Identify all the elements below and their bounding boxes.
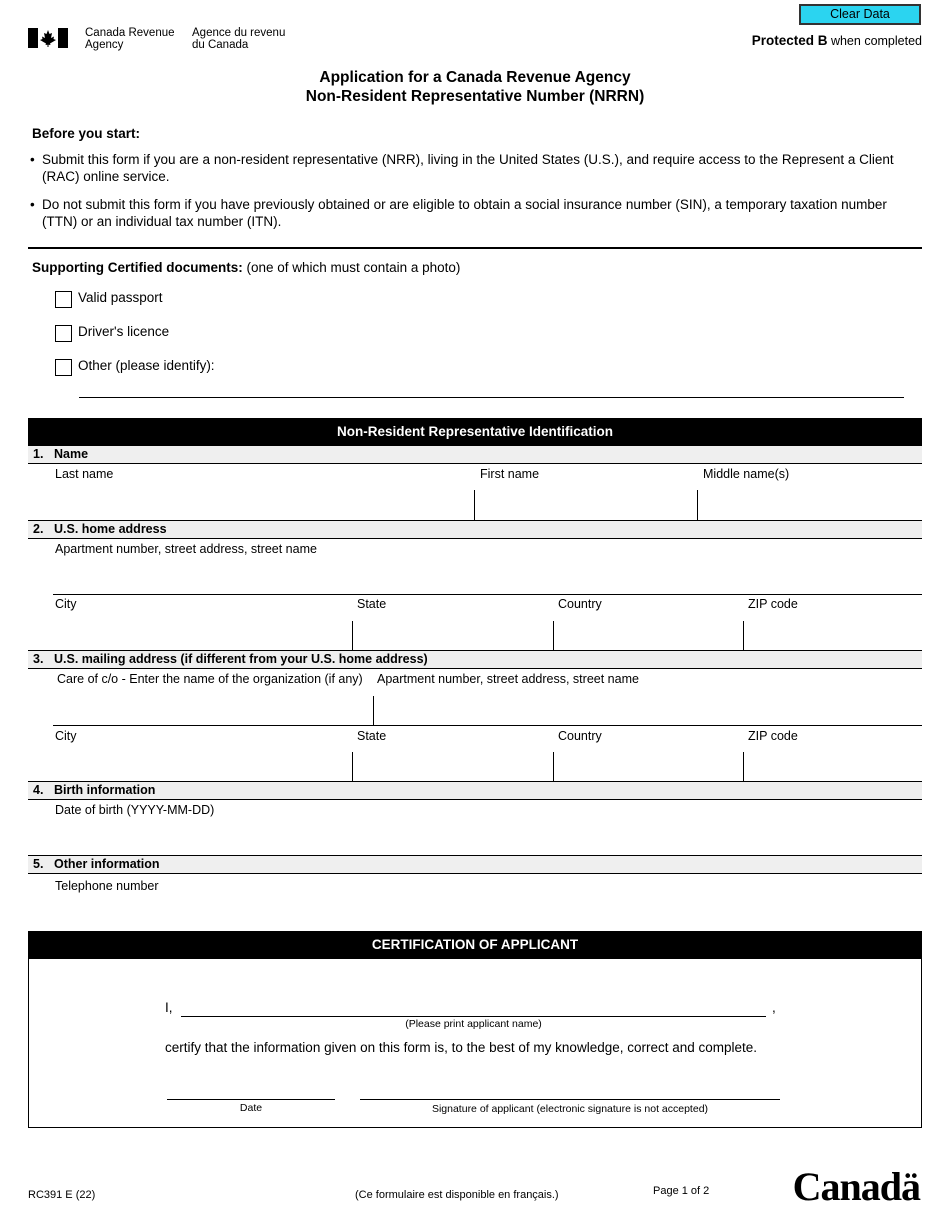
field-divider	[553, 752, 554, 782]
date-caption: Date	[239, 1102, 263, 1114]
field-underline	[53, 725, 922, 726]
last-name-label: Last name	[55, 467, 114, 481]
home-street-label: Apartment number, street address, street name	[55, 542, 317, 556]
protected-level: Protected B	[751, 33, 828, 48]
certification-header: CERTIFICATION OF APPLICANT	[28, 931, 922, 959]
certification-i: I,	[165, 1000, 173, 1015]
other-document-label: Other (please identify):	[78, 358, 215, 373]
certification-statement: certify that the information given on this form is, to the best of my knowledge, correct and complete.	[165, 1040, 758, 1055]
field-divider	[474, 490, 475, 520]
q1-number: 1.	[33, 447, 44, 461]
signature-input[interactable]	[360, 1099, 780, 1100]
question-3-mailing-address	[28, 650, 922, 669]
field-divider	[743, 621, 744, 650]
question-4-birth-information	[28, 781, 922, 800]
q5-number: 5.	[33, 857, 44, 871]
valid-passport-checkbox[interactable]	[55, 291, 72, 308]
q3-number: 3.	[33, 652, 44, 666]
home-state-label: State	[357, 597, 387, 611]
supporting-note: (one of which must contain a photo)	[242, 260, 461, 275]
print-name-caption: (Please print applicant name)	[405, 1018, 542, 1030]
drivers-licence-label: Driver's licence	[78, 324, 170, 339]
care-of-label: Care of c/o - Enter the name of the organization (if any)	[57, 672, 363, 686]
field-divider	[352, 752, 353, 782]
french-availability-note: (Ce formulaire est disponible en français.)	[355, 1189, 559, 1201]
question-2-home-address	[28, 520, 922, 539]
q1-label: Name	[54, 447, 89, 461]
first-name-label: First name	[480, 467, 540, 481]
q5-label: Other information	[54, 857, 160, 871]
protected-status	[752, 33, 922, 48]
agency-name-english	[85, 27, 185, 51]
valid-passport-label: Valid passport	[78, 290, 163, 305]
page-number: Page 1 of 2	[653, 1185, 710, 1197]
supporting-documents-heading	[32, 260, 460, 275]
mailing-city-label: City	[55, 729, 77, 743]
home-zip-label: ZIP code	[748, 597, 798, 611]
agency-en-line1: Canada Revenue	[85, 27, 175, 39]
form-code: RC391 E (22)	[28, 1189, 96, 1201]
date-input[interactable]	[167, 1099, 335, 1100]
middle-name-label: Middle name(s)	[703, 467, 790, 481]
q2-label: U.S. home address	[54, 522, 167, 536]
canada-wordmark-logo: Canadä	[792, 1164, 920, 1209]
supporting-heading-bold: Supporting Certified documents:	[32, 260, 243, 275]
certification-comma: ,	[772, 1000, 776, 1015]
identification-section-header: Non-Resident Representative Identification	[28, 418, 922, 445]
field-divider	[373, 696, 374, 726]
home-country-label: Country	[558, 597, 602, 611]
form-title-line1: Application for a Canada Revenue Agency	[319, 69, 631, 86]
instruction-bullet-2: • Do not submit this form if you have previously obtained or are eligible to obtain a social insurance number (SIN), a temporary taxation number (TTN) or an individual tax number (ITN).	[30, 196, 910, 230]
applicant-name-input[interactable]	[181, 1016, 766, 1017]
other-document-input[interactable]	[79, 397, 904, 398]
mailing-country-label: Country	[558, 729, 602, 743]
question-1-name	[28, 445, 922, 464]
canada-flag-icon	[28, 28, 68, 48]
agency-fr-line2: du Canada	[192, 39, 249, 51]
drivers-licence-checkbox[interactable]	[55, 325, 72, 342]
question-5-other-information	[28, 855, 922, 874]
other-document-checkbox[interactable]	[55, 359, 72, 376]
protected-suffix: when completed	[827, 34, 922, 48]
q2-number: 2.	[33, 522, 44, 536]
signature-caption: Signature of applicant (electronic signature is not accepted)	[431, 1103, 709, 1115]
clear-data-button[interactable]: Clear Data	[799, 4, 921, 25]
section-divider	[28, 247, 922, 249]
home-city-label: City	[55, 597, 77, 611]
field-underline	[53, 594, 922, 595]
mailing-state-label: State	[357, 729, 387, 743]
telephone-label: Telephone number	[55, 879, 159, 893]
q3-label: U.S. mailing address (if different from your U.S. home address)	[54, 652, 428, 666]
instruction-bullet-1: • Submit this form if you are a non-resident representative (NRR), living in the United States (U.S.), and require access to the Represent a Client (RAC) online service.	[30, 151, 910, 185]
field-divider	[697, 490, 698, 520]
field-divider	[553, 621, 554, 650]
before-you-start-heading: Before you start:	[32, 126, 141, 141]
mailing-zip-label: ZIP code	[748, 729, 798, 743]
agency-en-line2: Agency	[85, 39, 124, 51]
mailing-street-label: Apartment number, street address, street name	[377, 672, 639, 686]
field-divider	[352, 621, 353, 650]
form-title	[0, 68, 950, 106]
q4-label: Birth information	[54, 783, 156, 797]
agency-name-french	[192, 27, 302, 51]
q4-number: 4.	[33, 783, 44, 797]
date-of-birth-label: Date of birth (YYYY-MM-DD)	[55, 803, 215, 817]
agency-fr-line1: Agence du revenu	[192, 27, 286, 39]
field-divider	[743, 752, 744, 782]
form-title-line2: Non-Resident Representative Number (NRRN)	[305, 88, 645, 105]
